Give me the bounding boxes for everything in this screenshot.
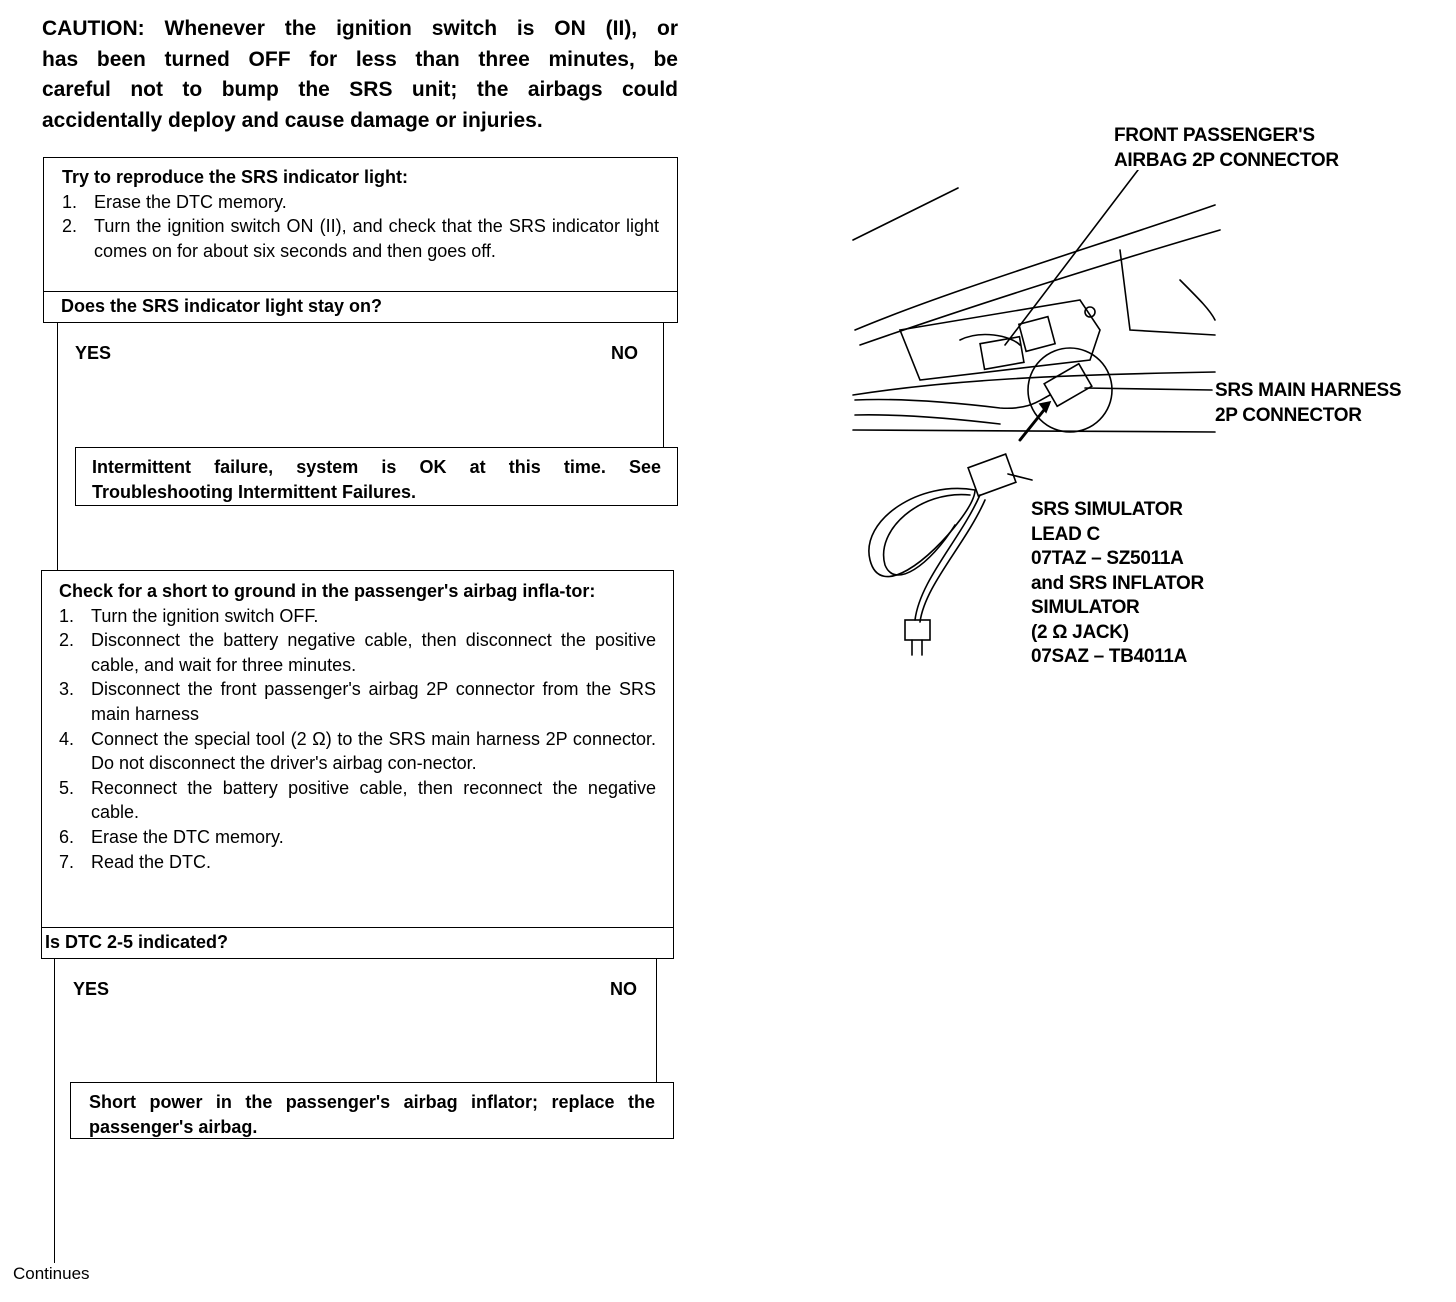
label-line: SRS MAIN HARNESS (1215, 380, 1402, 401)
label-front-passenger-connector (1114, 124, 1339, 173)
simulator-cable (920, 500, 985, 622)
step1-heading: Try to reproduce the SRS indicator light: (62, 167, 409, 187)
harness-tube (855, 395, 1050, 408)
flow-line-yes (57, 322, 58, 572)
item-number: 1. (59, 605, 75, 626)
item-number: 4. (59, 728, 75, 749)
list-item (59, 776, 656, 825)
item-number: 7. (59, 851, 75, 872)
item-text: Reconnect the battery positive cable, then reconnect the negative cable. (91, 777, 656, 823)
item-text: Erase the DTC memory. (94, 191, 287, 212)
highlight-circle (1028, 348, 1112, 432)
step1-question: Does the SRS indicator light stay on? (43, 291, 678, 323)
item-text: Turn the ignition switch ON (II), and check that the SRS indicator light comes on for about six seconds and then goes off. (94, 216, 659, 261)
item-number: 5. (59, 777, 75, 798)
caution-line: accidentally deploy and cause damage or injuries. (42, 108, 543, 132)
caution-line: CAUTION: Whenever the ignition switch is ON (II), or (42, 17, 678, 40)
dash-line (853, 372, 1215, 395)
label-line: SIMULATOR (1031, 597, 1140, 618)
dash-line (853, 430, 1215, 432)
step1-no-label: NO (611, 343, 638, 363)
step2-question: Is DTC 2-5 indicated? (41, 927, 674, 959)
item-text: Disconnect the front passenger's airbag 2P connector from the SRS main harness (91, 679, 656, 724)
flow-line-no (656, 958, 657, 1083)
item-number: 2. (62, 216, 78, 237)
label-line: FRONT PASSENGER'S (1114, 125, 1315, 146)
item-text: Disconnect the battery negative cable, then disconnect the positive cable, and wait for three minutes. (91, 630, 656, 675)
label-line: (2 Ω JACK) (1031, 621, 1129, 643)
step2-heading: Check for a short to ground in the passenger's airbag infla-tor: (59, 581, 596, 601)
item-number: 2. (59, 630, 75, 651)
label-line: 07TAZ – SZ5011A (1031, 548, 1184, 569)
label-line: LEAD C (1031, 523, 1100, 545)
step1-box (43, 157, 678, 292)
front-passenger-connector (980, 337, 1024, 370)
item-text: Read the DTC. (91, 851, 212, 872)
step1-result-box: Intermittent failure, system is OK at this time. See Troubleshooting Intermittent Failures. (75, 447, 678, 506)
dash-line (855, 205, 1215, 330)
harness-tube (855, 415, 1000, 424)
caution-line: has been turned OFF for less than three minutes, be (42, 47, 678, 71)
list-item (59, 727, 656, 776)
step2-yes-label: YES (73, 979, 110, 999)
item-text: Erase the DTC memory. (91, 826, 284, 847)
connector-housing (1019, 317, 1055, 352)
label-srs-simulator (1031, 498, 1204, 670)
step2-box (41, 570, 674, 928)
item-text: Connect the special tool (2 Ω) to the SRS main harness 2P connector. Do not disconnect the driver's airbag con-nector. (91, 728, 656, 774)
step1-list (62, 190, 659, 264)
leader-line (1005, 170, 1138, 345)
flow-line-yes (54, 958, 55, 1263)
step2-list (59, 604, 656, 875)
list-item (62, 214, 659, 263)
dash-line (853, 188, 958, 240)
label-line: 2P CONNECTOR (1215, 404, 1362, 426)
leader-line (1008, 474, 1032, 480)
list-item (59, 604, 656, 629)
item-text: Turn the ignition switch OFF. (91, 605, 319, 626)
step2-result-box: Short power in the passenger's airbag inflator; replace the passenger's airbag. (70, 1082, 674, 1139)
item-number: 3. (59, 679, 75, 700)
dash-line (1180, 280, 1215, 320)
arrow-head-icon (1040, 402, 1050, 412)
inflator-simulator-jack (905, 620, 930, 640)
item-number: 6. (59, 826, 75, 847)
label-line: and SRS INFLATOR (1031, 572, 1204, 594)
caution-notice (42, 14, 678, 136)
label-line: AIRBAG 2P CONNECTOR (1114, 149, 1339, 171)
continues-label: Continues (13, 1264, 90, 1283)
list-item (59, 677, 656, 726)
step1-yes-label: YES (75, 343, 112, 363)
step2-no-label: NO (610, 979, 637, 999)
label-main-harness-connector (1215, 379, 1401, 428)
flow-line-no (663, 322, 664, 448)
label-line: SRS SIMULATOR (1031, 499, 1183, 520)
leader-line (1085, 388, 1212, 390)
list-item (59, 825, 656, 850)
main-harness-connector (1044, 364, 1092, 407)
list-item (62, 190, 659, 215)
label-line: 07SAZ – TB4011A (1031, 646, 1188, 667)
list-item (59, 850, 656, 875)
item-number: 1. (62, 191, 78, 212)
list-item (59, 628, 656, 677)
dash-line (1120, 250, 1215, 335)
caution-line: careful not to bump the SRS unit; the airbags could (42, 78, 678, 101)
